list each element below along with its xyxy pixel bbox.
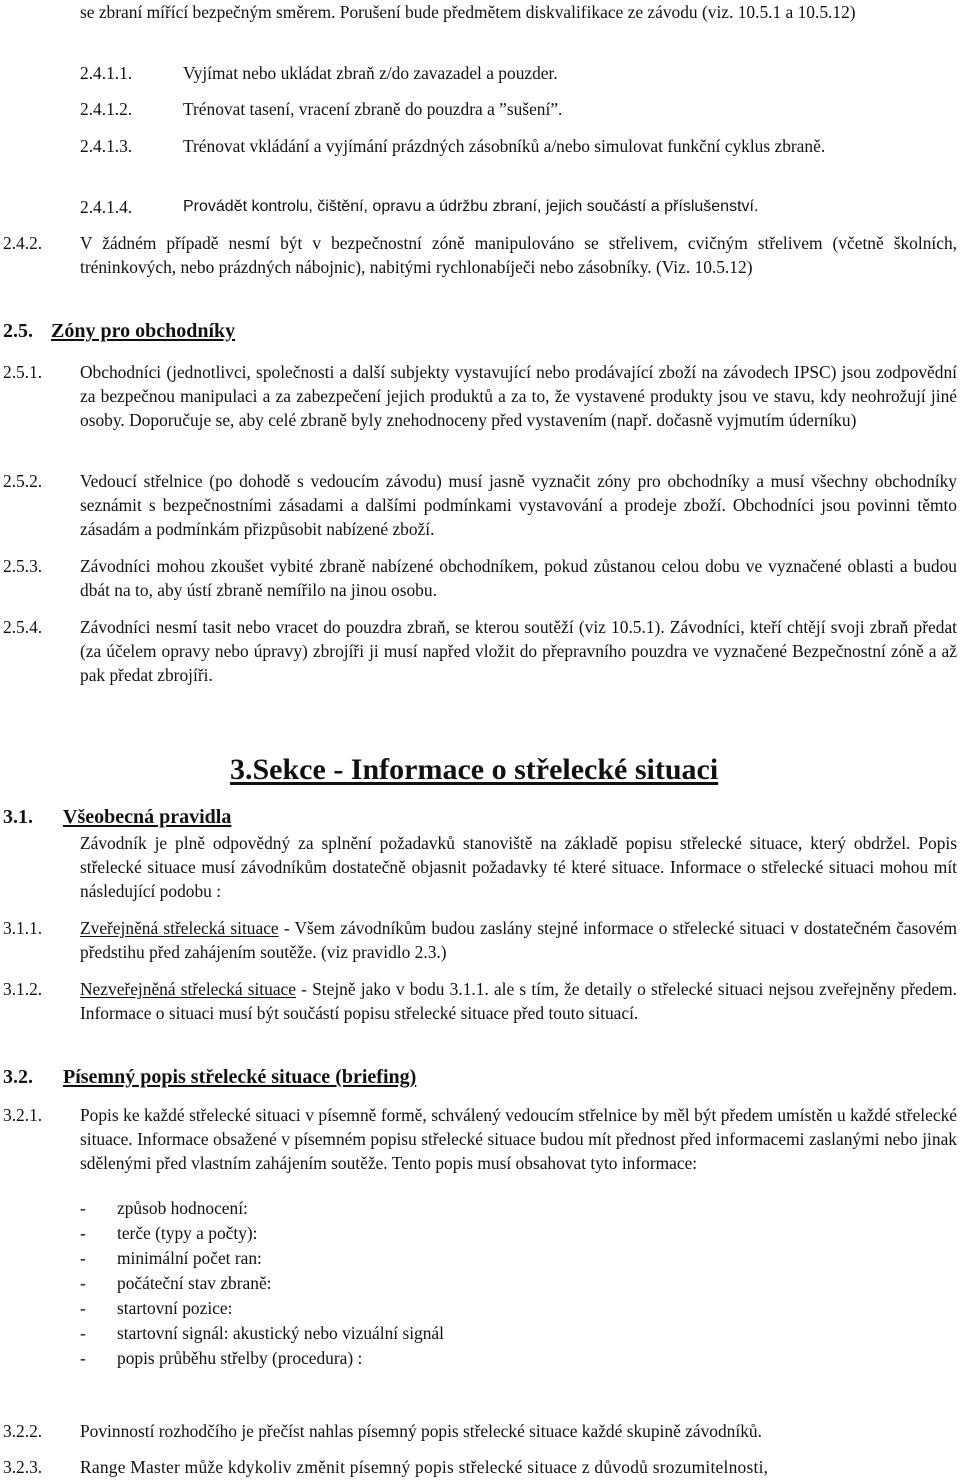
- paragraph-continuation: se zbraní mířící bezpečným směrem. Porušení bude předmětem diskvalifikace ze závodu (viz. 10.5.1 a 10.5.12): [80, 2, 856, 22]
- heading-title: Písemný popis střelecké situace (briefing): [63, 1066, 417, 1088]
- rule-number: 2.5.1.: [3, 362, 43, 382]
- rule-term: Nezveřejněná střelecká situace: [80, 979, 296, 999]
- rule-number: 2.5.3.: [3, 556, 43, 576]
- rule-text: Popis ke každé střelecké situaci v písemně formě, schválený vedoucím střelnice by měl být předem umístěn u každé střelecké situace. Informace obsažené v písemném popisu střelecké situace budou mít přednost před informacemi zaslanými nebo jinak sdělenými před vlastním zahájením soutěže. Tento popis musí obsahovat tyto informace:: [80, 1105, 957, 1173]
- rule-number: 3.1.2.: [3, 979, 43, 999]
- rule-text: Závodníci nesmí tasit nebo vracet do pouzdra zbraň, se kterou soutěží (viz 10.5.1). Závodníci, kteří chtějí svoji zbraň předat (za účelem opravy nebo úpravy) zbrojíři ji musí napřed vložit do přepravního pouzdra ve vyznačené Bezpečnostní zóně a až pak předat zbrojíři.: [80, 617, 957, 685]
- heading-number: 3.1.: [3, 806, 33, 828]
- rule-text: Obchodníci (jednotlivci, společnosti a další subjekty vystavující nebo prodávající zboží na závodech IPSC) jsou zodpovědní za bezpečnou manipulaci a za zabezpečení jejich produktů a za to, že vystavené produkty jsou ve stavu, kdy neohrožují jiné osoby. Doporučuje se, aby celé zbraně byly znehodnoceny před vystavením (např. dočasně vyjmutím úderníku): [80, 362, 957, 430]
- rule-text: [80, 977, 957, 1025]
- rule-number: 3.2.2.: [3, 1421, 43, 1441]
- rule-number: 2.4.2.: [3, 233, 43, 253]
- heading-title: Všeobecná pravidla: [63, 806, 232, 828]
- item-text: Trénovat tasení, vracení zbraně do pouzdra a ”sušení”.: [183, 99, 563, 119]
- item-number: 2.4.1.1.: [80, 63, 133, 83]
- item-number: 2.4.1.2.: [80, 99, 133, 119]
- item-number: 2.4.1.4.: [80, 197, 133, 217]
- rule-number: 3.2.3.: [3, 1457, 43, 1477]
- rule-text: V žádném případě nesmí být v bezpečnostní zóně manipulováno se střelivem, cvičným střelivem (včetně školních, tréninkových, nebo prázdných nábojnic), nabitými rychlonabíječi nebo zásobníky. (Viz. 10.5.12): [80, 233, 957, 277]
- rule-term: Zveřejněná střelecká situace: [80, 918, 279, 938]
- heading-number: 3.2.: [3, 1066, 33, 1088]
- rule-number: 2.5.4.: [3, 617, 43, 637]
- item-text: Provádět kontrolu, čištění, opravu a údržbu zbraní, jejich součástí a příslušenství.: [183, 198, 759, 215]
- list-item: - počáteční stav zbraně:: [80, 1273, 272, 1293]
- dash-list: [80, 1196, 957, 1371]
- rule-text: [80, 916, 957, 964]
- list-item: - startovní pozice:: [80, 1298, 233, 1318]
- heading-number: 2.5.: [3, 320, 33, 342]
- list-item: - startovní signál: akustický nebo vizuální signál: [80, 1323, 444, 1343]
- list-item: - způsob hodnocení:: [80, 1198, 248, 1218]
- item-text: Trénovat vkládání a vyjímání prázdných zásobníků a/nebo simulovat funkční cyklus zbraně.: [183, 136, 826, 156]
- list-item: - terče (typy a počty):: [80, 1223, 258, 1243]
- rule-description: - Všem závodníkům budou zaslány stejné informace o střelecké situaci v dostatečném časovém předstihu před zahájením soutěže. (viz pravidlo 2.3.): [80, 918, 957, 962]
- rule-text: Range Master může kdykoliv změnit písemný popis střelecké situace z důvodů srozumitelnosti,: [80, 1457, 769, 1477]
- rule-number: 3.1.1.: [3, 918, 43, 938]
- rule-text: Závodníci mohou zkoušet vybité zbraně nabízené obchodníkem, pokud zůstanou celou dobu ve vyznačené oblasti a budou dbát na to, aby ústí zbraně nemířilo na jinou osobu.: [80, 556, 957, 600]
- list-item: - minimální počet ran:: [80, 1248, 262, 1268]
- section-intro-text: Závodník je plně odpovědný za splnění požadavků stanoviště na základě popisu střelecké situace, který obdržel. Popis střelecké situace musí závodníkům dostatečně objasnit požadavky té které situace. Informace o střelecké situaci mohou mít následující podobu :: [80, 833, 957, 901]
- rule-number: 3.2.1.: [3, 1105, 43, 1125]
- rule-text: Vedoucí střelnice (po dohodě s vedoucím závodu) musí jasně vyznačit zóny pro obchodníky a musí všechny obchodníky seznámit s bezpečnostními zásadami a dalšími podmínkami vystavování a prodeje zboží. Obchodníci jsou povinni těmto zásadám a podmínkám přizpůsobit nabízené zboží.: [80, 471, 957, 539]
- section-title: 3.Sekce - Informace o střelecké situaci: [230, 753, 719, 786]
- rule-number: 2.5.2.: [3, 471, 43, 491]
- rule-description: - Stejně jako v bodu 3.1.1. ale s tím, že detaily o střelecké situaci nejsou zveřejněny předem. Informace o situaci musí být součástí popisu střelecké situace před touto situací.: [80, 979, 957, 1023]
- heading-title: Zóny pro obchodníky: [51, 320, 236, 342]
- item-number: 2.4.1.3.: [80, 136, 133, 156]
- list-item: - popis průběhu střelby (procedura) :: [80, 1348, 363, 1368]
- item-text: Vyjímat nebo ukládat zbraň z/do zavazadel a pouzder.: [183, 63, 558, 83]
- rule-text: Povinností rozhodčího je přečíst nahlas písemný popis střelecké situace každé skupině závodníků.: [80, 1421, 762, 1441]
